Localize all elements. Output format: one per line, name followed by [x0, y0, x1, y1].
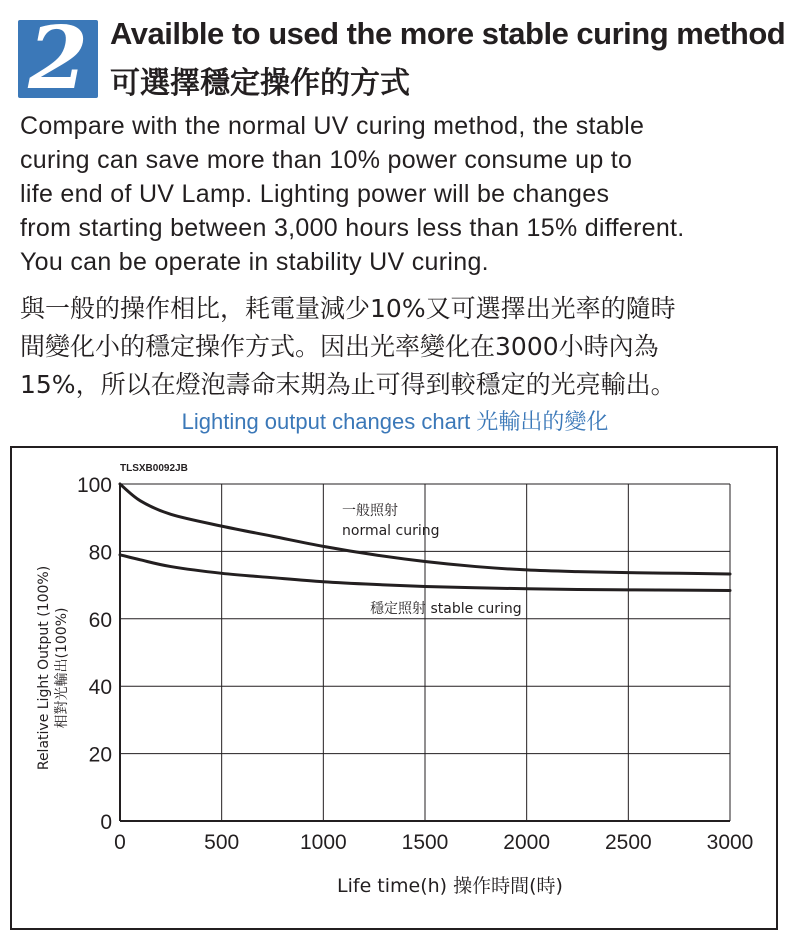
y-tick-label: 80 — [88, 541, 112, 565]
x-tick-label: 500 — [204, 831, 240, 854]
normal-curing-label-en: normal curing — [342, 523, 440, 539]
section-number: 2 — [28, 8, 88, 109]
paragraph-english-line: curing can save more than 10% power consume up to — [20, 146, 633, 174]
section-number-badge — [18, 8, 98, 109]
stable-curing-label-en: stable curing — [430, 601, 522, 617]
x-tick-label: 1000 — [299, 831, 347, 854]
paragraph-english-line: life end of UV Lamp. Lighting power will be changes — [20, 180, 610, 208]
chart-title: Lighting output changes chart 光輸出的變化 — [181, 409, 609, 434]
x-tick-label: 2500 — [604, 831, 652, 854]
paragraph-english-line: You can be operate in stability UV curing. — [20, 248, 489, 276]
x-tick-label: 0 — [114, 831, 126, 854]
x-tick-label: 2000 — [503, 831, 551, 854]
paragraph-chinese-line: 15%，所以在燈泡壽命末期為止可得到較穩定的光亮輸出。 — [20, 370, 676, 399]
stable-curing-label — [370, 601, 522, 617]
chart-frame — [10, 446, 778, 930]
x-tick-label: 3000 — [706, 831, 754, 854]
paragraph-english-line: from starting between 3,000 hours less than 15% different. — [20, 214, 685, 242]
x-axis-label: Life time(h) 操作時間(時) — [337, 875, 563, 897]
light-output-chart — [12, 448, 776, 928]
y-axis-label-en: Relative Light Output (100%) — [36, 565, 52, 771]
y-tick-label: 60 — [88, 608, 112, 632]
y-axis-label-zh: 相對光輸出(100%) — [54, 607, 70, 729]
x-tick-label: 1500 — [401, 831, 449, 854]
y-tick-label: 0 — [100, 811, 112, 834]
paragraph-chinese-line: 與一般的操作相比，耗電量減少10%又可選擇出光率的隨時 — [20, 294, 676, 323]
paragraph-english — [20, 109, 780, 279]
stable-curing-label-zh: 穩定照射 — [370, 601, 426, 617]
paragraph-english-line: Compare with the normal UV curing method, the stable — [20, 112, 645, 140]
y-tick-label: 100 — [76, 474, 112, 497]
y-tick-label: 40 — [88, 676, 112, 700]
chart-code-label: TLSXB0092JB — [120, 463, 188, 474]
paragraph-chinese — [20, 290, 780, 404]
paragraph-chinese-line: 間變化小的穩定操作方式。因出光率變化在3000小時內為 — [20, 332, 659, 361]
y-tick-label: 20 — [88, 743, 112, 767]
heading-english: Availble to used the more stable curing method — [110, 16, 786, 51]
normal-curing-label-zh: 一般照射 — [342, 503, 398, 519]
heading-chinese: 可選擇穩定操作的方式 — [110, 66, 410, 101]
